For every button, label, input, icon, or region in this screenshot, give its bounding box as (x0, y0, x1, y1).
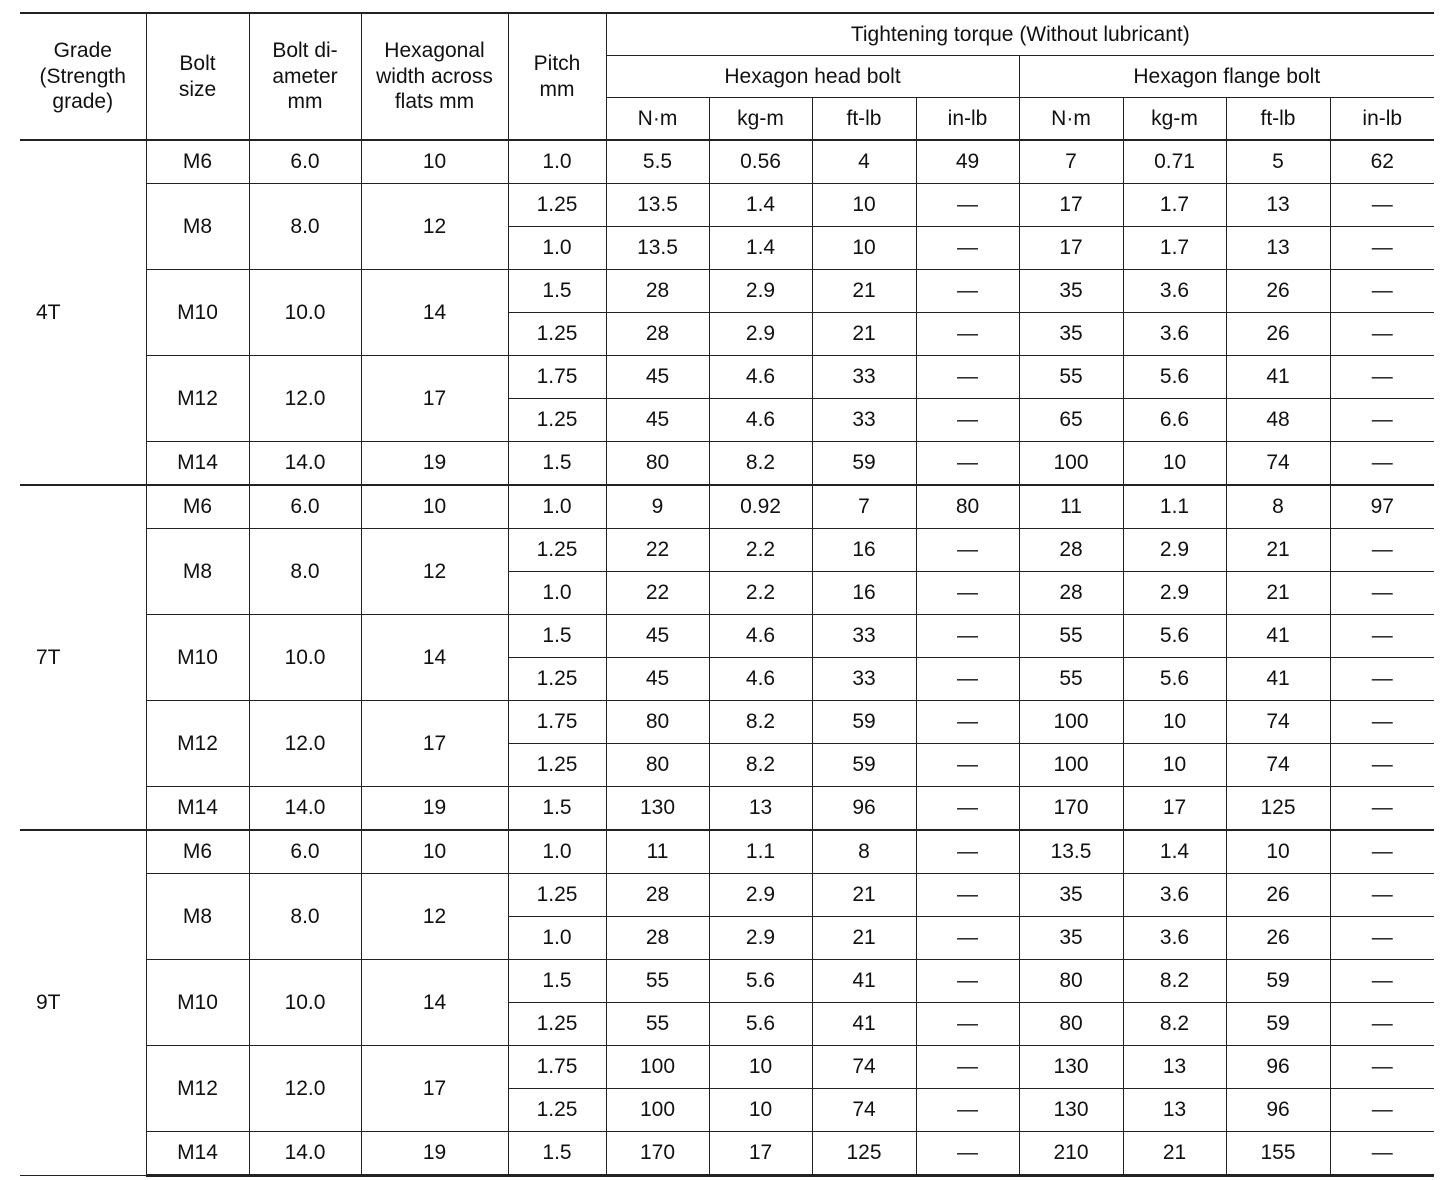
torque-value-cell: 10 (1123, 442, 1226, 486)
bolt-size-cell: M12 (146, 356, 249, 442)
header-hex-flange: Hexagon flange bolt (1019, 56, 1434, 98)
torque-value-cell: 41 (1226, 615, 1330, 658)
torque-value-cell: 21 (812, 270, 916, 313)
torque-value-cell: 33 (812, 615, 916, 658)
torque-value-cell: 13.5 (606, 227, 709, 270)
torque-value-cell: 96 (1226, 1089, 1330, 1132)
torque-value-cell: 3.6 (1123, 313, 1226, 356)
torque-value-cell: — (916, 1089, 1019, 1132)
torque-value-cell: 8.2 (1123, 1003, 1226, 1046)
torque-value-cell: — (1330, 356, 1434, 399)
torque-value-cell: — (916, 787, 1019, 831)
bolt-diameter-cell: 8.0 (249, 184, 361, 270)
torque-value-cell: 4.6 (709, 615, 812, 658)
torque-value-cell: 4 (812, 140, 916, 184)
torque-value-cell: 130 (1019, 1046, 1123, 1089)
torque-value-cell: — (1330, 1132, 1434, 1176)
torque-value-cell: — (916, 917, 1019, 960)
table-row (20, 830, 1434, 874)
torque-value-cell: 100 (1019, 744, 1123, 787)
torque-value-cell: — (1330, 399, 1434, 442)
torque-value-cell: 59 (812, 701, 916, 744)
torque-value-cell: 155 (1226, 1132, 1330, 1176)
torque-value-cell: — (1330, 184, 1434, 227)
torque-value-cell: 55 (606, 1003, 709, 1046)
torque-value-cell: 80 (916, 485, 1019, 529)
torque-value-cell: — (1330, 701, 1434, 744)
torque-value-cell: 28 (606, 270, 709, 313)
table-row (20, 787, 1434, 831)
pitch-cell: 1.25 (508, 1089, 606, 1132)
torque-value-cell: 2.9 (709, 874, 812, 917)
torque-value-cell: 100 (606, 1089, 709, 1132)
torque-value-cell: 80 (1019, 960, 1123, 1003)
table-row (20, 529, 1434, 572)
pitch-cell: 1.0 (508, 830, 606, 874)
torque-value-cell: 16 (812, 572, 916, 615)
table-row (20, 615, 1434, 658)
unit-header: N·m (606, 98, 709, 141)
torque-value-cell: — (1330, 442, 1434, 486)
bolt-size-cell: M10 (146, 270, 249, 356)
torque-value-cell: 170 (1019, 787, 1123, 831)
torque-value-cell: — (916, 572, 1019, 615)
hex-width-cell: 10 (361, 140, 508, 184)
bolt-size-cell: M6 (146, 485, 249, 529)
bolt-diameter-cell: 14.0 (249, 442, 361, 486)
bolt-diameter-cell: 8.0 (249, 874, 361, 960)
pitch-cell: 1.25 (508, 529, 606, 572)
torque-value-cell: 21 (812, 313, 916, 356)
pitch-cell: 1.75 (508, 1046, 606, 1089)
torque-value-cell: 4.6 (709, 356, 812, 399)
torque-value-cell: 65 (1019, 399, 1123, 442)
torque-value-cell: 62 (1330, 140, 1434, 184)
torque-value-cell: 6.6 (1123, 399, 1226, 442)
hex-width-cell: 17 (361, 1046, 508, 1132)
torque-value-cell: 10 (709, 1046, 812, 1089)
torque-value-cell: 3.6 (1123, 917, 1226, 960)
torque-value-cell: 22 (606, 572, 709, 615)
torque-value-cell: — (916, 1046, 1019, 1089)
torque-value-cell: — (916, 874, 1019, 917)
hex-width-cell: 12 (361, 529, 508, 615)
unit-header: N·m (1019, 98, 1123, 141)
torque-value-cell: 33 (812, 658, 916, 701)
pitch-cell: 1.5 (508, 442, 606, 486)
torque-value-cell: 3.6 (1123, 874, 1226, 917)
torque-value-cell: — (916, 615, 1019, 658)
torque-value-cell: 13 (1226, 227, 1330, 270)
pitch-cell: 1.0 (508, 485, 606, 529)
torque-value-cell: 59 (812, 442, 916, 486)
torque-value-cell: 55 (606, 960, 709, 1003)
torque-value-cell: — (1330, 874, 1434, 917)
table-row (20, 874, 1434, 917)
torque-value-cell: 21 (1226, 529, 1330, 572)
table-row (20, 184, 1434, 227)
torque-value-cell: 17 (1019, 227, 1123, 270)
pitch-cell: 1.5 (508, 1132, 606, 1176)
torque-value-cell: 35 (1019, 270, 1123, 313)
header-bolt-size: Bolt size (146, 13, 249, 140)
torque-value-cell: 33 (812, 356, 916, 399)
torque-value-cell: 2.9 (709, 917, 812, 960)
torque-value-cell: — (916, 399, 1019, 442)
hex-width-cell: 19 (361, 442, 508, 486)
bolt-size-cell: M14 (146, 442, 249, 486)
torque-value-cell: — (916, 442, 1019, 486)
header-torque-group: Tightening torque (Without lubricant) (606, 13, 1434, 56)
torque-value-cell: 2.9 (709, 270, 812, 313)
torque-value-cell: 59 (1226, 1003, 1330, 1046)
torque-value-cell: 74 (1226, 701, 1330, 744)
torque-value-cell: 8.2 (1123, 960, 1226, 1003)
table-row (20, 356, 1434, 399)
torque-value-cell: 13.5 (606, 184, 709, 227)
torque-value-cell: 28 (606, 874, 709, 917)
torque-value-cell: 5.6 (1123, 658, 1226, 701)
torque-value-cell: 170 (606, 1132, 709, 1176)
torque-value-cell: 21 (1123, 1132, 1226, 1176)
torque-value-cell: 100 (606, 1046, 709, 1089)
torque-value-cell: — (916, 1003, 1019, 1046)
torque-value-cell: 97 (1330, 485, 1434, 529)
torque-value-cell: — (916, 356, 1019, 399)
torque-value-cell: 3.6 (1123, 270, 1226, 313)
torque-value-cell: 10 (1123, 701, 1226, 744)
pitch-cell: 1.25 (508, 399, 606, 442)
torque-value-cell: — (916, 313, 1019, 356)
torque-value-cell: — (1330, 313, 1434, 356)
torque-value-cell: 4.6 (709, 658, 812, 701)
torque-value-cell: 59 (1226, 960, 1330, 1003)
pitch-cell: 1.0 (508, 917, 606, 960)
table-row (20, 270, 1434, 313)
pitch-cell: 1.25 (508, 313, 606, 356)
bolt-diameter-cell: 10.0 (249, 615, 361, 701)
torque-value-cell: 41 (812, 1003, 916, 1046)
grade-cell: 7T (20, 485, 146, 830)
torque-value-cell: — (1330, 917, 1434, 960)
torque-value-cell: 17 (709, 1132, 812, 1176)
torque-value-cell: 5 (1226, 140, 1330, 184)
hex-width-cell: 14 (361, 960, 508, 1046)
torque-value-cell: 2.9 (1123, 572, 1226, 615)
torque-value-cell: 26 (1226, 270, 1330, 313)
pitch-cell: 1.25 (508, 1003, 606, 1046)
pitch-cell: 1.0 (508, 572, 606, 615)
torque-value-cell: 125 (812, 1132, 916, 1176)
torque-value-cell: 130 (606, 787, 709, 831)
torque-value-cell: — (1330, 615, 1434, 658)
torque-value-cell: 10 (1123, 744, 1226, 787)
pitch-cell: 1.5 (508, 787, 606, 831)
torque-value-cell: 22 (606, 529, 709, 572)
torque-value-cell: 8.2 (709, 701, 812, 744)
pitch-cell: 1.25 (508, 184, 606, 227)
torque-value-cell: — (916, 1132, 1019, 1176)
table-row (20, 485, 1434, 529)
torque-value-cell: 55 (1019, 658, 1123, 701)
torque-value-cell: — (1330, 227, 1434, 270)
torque-value-cell: 49 (916, 140, 1019, 184)
torque-value-cell: 11 (1019, 485, 1123, 529)
unit-header: in-lb (1330, 98, 1434, 141)
hex-width-cell: 12 (361, 874, 508, 960)
torque-value-cell: 13 (1226, 184, 1330, 227)
torque-value-cell: 80 (606, 701, 709, 744)
unit-header: kg-m (709, 98, 812, 141)
torque-value-cell: — (1330, 658, 1434, 701)
bolt-diameter-cell: 12.0 (249, 701, 361, 787)
torque-value-cell: 11 (606, 830, 709, 874)
torque-value-cell: — (916, 960, 1019, 1003)
torque-value-cell: 35 (1019, 313, 1123, 356)
torque-value-cell: 80 (1019, 1003, 1123, 1046)
bolt-size-cell: M6 (146, 830, 249, 874)
torque-value-cell: 13 (1123, 1089, 1226, 1132)
pitch-cell: 1.0 (508, 227, 606, 270)
torque-value-cell: 7 (1019, 140, 1123, 184)
table-row (20, 140, 1434, 184)
torque-value-cell: 5.6 (1123, 356, 1226, 399)
bolt-diameter-cell: 10.0 (249, 270, 361, 356)
bolt-size-cell: M8 (146, 529, 249, 615)
torque-value-cell: 0.71 (1123, 140, 1226, 184)
torque-value-cell: 35 (1019, 917, 1123, 960)
torque-value-cell: 28 (606, 917, 709, 960)
header-pitch: Pitch mm (508, 13, 606, 140)
torque-value-cell: 28 (606, 313, 709, 356)
pitch-cell: 1.25 (508, 658, 606, 701)
torque-value-cell: 13.5 (1019, 830, 1123, 874)
bolt-size-cell: M8 (146, 184, 249, 270)
pitch-cell: 1.25 (508, 744, 606, 787)
torque-value-cell: 48 (1226, 399, 1330, 442)
torque-value-cell: — (916, 529, 1019, 572)
torque-value-cell: 17 (1123, 787, 1226, 831)
torque-value-cell: 130 (1019, 1089, 1123, 1132)
grade-cell: 4T (20, 140, 146, 485)
hex-width-cell: 17 (361, 356, 508, 442)
pitch-cell: 1.75 (508, 701, 606, 744)
torque-value-cell: — (1330, 1003, 1434, 1046)
torque-value-cell: 33 (812, 399, 916, 442)
torque-value-cell: — (1330, 830, 1434, 874)
torque-value-cell: — (1330, 744, 1434, 787)
torque-value-cell: 45 (606, 658, 709, 701)
torque-value-cell: 1.4 (709, 227, 812, 270)
unit-header: in-lb (916, 98, 1019, 141)
torque-value-cell: 8.2 (709, 442, 812, 486)
torque-value-cell: 45 (606, 356, 709, 399)
torque-value-cell: 26 (1226, 874, 1330, 917)
hex-width-cell: 17 (361, 701, 508, 787)
table-row (20, 701, 1434, 744)
pitch-cell: 1.75 (508, 356, 606, 399)
bolt-diameter-cell: 6.0 (249, 140, 361, 184)
hex-width-cell: 12 (361, 184, 508, 270)
torque-value-cell: 21 (812, 874, 916, 917)
torque-value-cell: 1.7 (1123, 184, 1226, 227)
header-bolt-diameter: Bolt di- ameter mm (249, 13, 361, 140)
torque-value-cell: 26 (1226, 917, 1330, 960)
torque-value-cell: 26 (1226, 313, 1330, 356)
torque-value-cell: 210 (1019, 1132, 1123, 1176)
torque-value-cell: — (916, 270, 1019, 313)
torque-value-cell: 21 (1226, 572, 1330, 615)
torque-value-cell: 8.2 (709, 744, 812, 787)
torque-value-cell: 74 (1226, 442, 1330, 486)
torque-value-cell: 17 (1019, 184, 1123, 227)
hex-width-cell: 19 (361, 1132, 508, 1176)
torque-value-cell: 10 (812, 184, 916, 227)
torque-table (20, 12, 1434, 1177)
bolt-size-cell: M12 (146, 1046, 249, 1132)
torque-value-cell: 41 (1226, 356, 1330, 399)
torque-value-cell: 74 (812, 1046, 916, 1089)
torque-value-cell: 125 (1226, 787, 1330, 831)
torque-value-cell: 13 (709, 787, 812, 831)
hex-width-cell: 14 (361, 615, 508, 701)
torque-value-cell: 1.4 (1123, 830, 1226, 874)
torque-value-cell: 1.1 (1123, 485, 1226, 529)
torque-value-cell: 1.7 (1123, 227, 1226, 270)
torque-value-cell: 5.6 (709, 960, 812, 1003)
header-grade: Grade (Strength grade) (20, 13, 146, 140)
pitch-cell: 1.5 (508, 270, 606, 313)
torque-value-cell: 8 (1226, 485, 1330, 529)
hex-width-cell: 14 (361, 270, 508, 356)
torque-value-cell: 5.6 (709, 1003, 812, 1046)
torque-value-cell: — (916, 227, 1019, 270)
torque-value-cell: — (1330, 1046, 1434, 1089)
bolt-size-cell: M14 (146, 787, 249, 831)
table-header (20, 13, 1434, 140)
torque-value-cell: 2.9 (709, 313, 812, 356)
grade-cell: 9T (20, 830, 146, 1176)
bolt-size-cell: M12 (146, 701, 249, 787)
torque-value-cell: 41 (1226, 658, 1330, 701)
torque-value-cell: 45 (606, 399, 709, 442)
pitch-cell: 1.0 (508, 140, 606, 184)
unit-header: ft-lb (1226, 98, 1330, 141)
torque-value-cell: 41 (812, 960, 916, 1003)
torque-value-cell: 96 (1226, 1046, 1330, 1089)
torque-value-cell: — (916, 701, 1019, 744)
torque-value-cell: 55 (1019, 356, 1123, 399)
torque-value-cell: 45 (606, 615, 709, 658)
torque-value-cell: 2.9 (1123, 529, 1226, 572)
unit-header: ft-lb (812, 98, 916, 141)
torque-value-cell: 10 (1226, 830, 1330, 874)
header-hex-head: Hexagon head bolt (606, 56, 1019, 98)
torque-value-cell: — (1330, 787, 1434, 831)
torque-value-cell: 74 (1226, 744, 1330, 787)
pitch-cell: 1.5 (508, 960, 606, 1003)
torque-value-cell: — (1330, 572, 1434, 615)
torque-value-cell: 13 (1123, 1046, 1226, 1089)
unit-header: kg-m (1123, 98, 1226, 141)
torque-value-cell: 59 (812, 744, 916, 787)
torque-value-cell: — (916, 830, 1019, 874)
bolt-diameter-cell: 14.0 (249, 787, 361, 831)
torque-value-cell: — (1330, 270, 1434, 313)
torque-value-cell: 16 (812, 529, 916, 572)
torque-value-cell: 96 (812, 787, 916, 831)
table-row (20, 442, 1434, 486)
torque-value-cell: 55 (1019, 615, 1123, 658)
torque-value-cell: — (916, 744, 1019, 787)
bolt-size-cell: M10 (146, 615, 249, 701)
torque-value-cell: 7 (812, 485, 916, 529)
bolt-diameter-cell: 10.0 (249, 960, 361, 1046)
bolt-size-cell: M8 (146, 874, 249, 960)
torque-value-cell: — (916, 658, 1019, 701)
hex-width-cell: 10 (361, 830, 508, 874)
pitch-cell: 1.25 (508, 874, 606, 917)
torque-value-cell: 10 (709, 1089, 812, 1132)
table-row (20, 960, 1434, 1003)
torque-value-cell: 100 (1019, 442, 1123, 486)
hex-width-cell: 10 (361, 485, 508, 529)
torque-value-cell: 1.4 (709, 184, 812, 227)
torque-value-cell: 28 (1019, 572, 1123, 615)
torque-value-cell: 100 (1019, 701, 1123, 744)
torque-value-cell: 35 (1019, 874, 1123, 917)
table-body (20, 140, 1434, 1176)
header-hex-width: Hexagonal width across flats mm (361, 13, 508, 140)
torque-value-cell: — (1330, 1089, 1434, 1132)
bolt-diameter-cell: 6.0 (249, 485, 361, 529)
torque-value-cell: 5.5 (606, 140, 709, 184)
bolt-size-cell: M14 (146, 1132, 249, 1176)
torque-value-cell: 2.2 (709, 572, 812, 615)
pitch-cell: 1.5 (508, 615, 606, 658)
torque-value-cell: 80 (606, 744, 709, 787)
torque-value-cell: — (1330, 960, 1434, 1003)
bolt-size-cell: M6 (146, 140, 249, 184)
table-row (20, 1132, 1434, 1176)
bolt-diameter-cell: 8.0 (249, 529, 361, 615)
torque-value-cell: 8 (812, 830, 916, 874)
torque-value-cell: — (916, 184, 1019, 227)
torque-value-cell: 28 (1019, 529, 1123, 572)
torque-value-cell: 9 (606, 485, 709, 529)
torque-value-cell: 4.6 (709, 399, 812, 442)
bolt-diameter-cell: 12.0 (249, 1046, 361, 1132)
bolt-diameter-cell: 14.0 (249, 1132, 361, 1176)
torque-value-cell: 2.2 (709, 529, 812, 572)
bolt-diameter-cell: 12.0 (249, 356, 361, 442)
hex-width-cell: 19 (361, 787, 508, 831)
torque-value-cell: — (1330, 529, 1434, 572)
table-row (20, 1046, 1434, 1089)
torque-value-cell: 74 (812, 1089, 916, 1132)
torque-value-cell: 0.92 (709, 485, 812, 529)
torque-value-cell: 0.56 (709, 140, 812, 184)
bolt-diameter-cell: 6.0 (249, 830, 361, 874)
torque-value-cell: 80 (606, 442, 709, 486)
torque-value-cell: 5.6 (1123, 615, 1226, 658)
torque-value-cell: 1.1 (709, 830, 812, 874)
torque-value-cell: 21 (812, 917, 916, 960)
bolt-size-cell: M10 (146, 960, 249, 1046)
torque-value-cell: 10 (812, 227, 916, 270)
